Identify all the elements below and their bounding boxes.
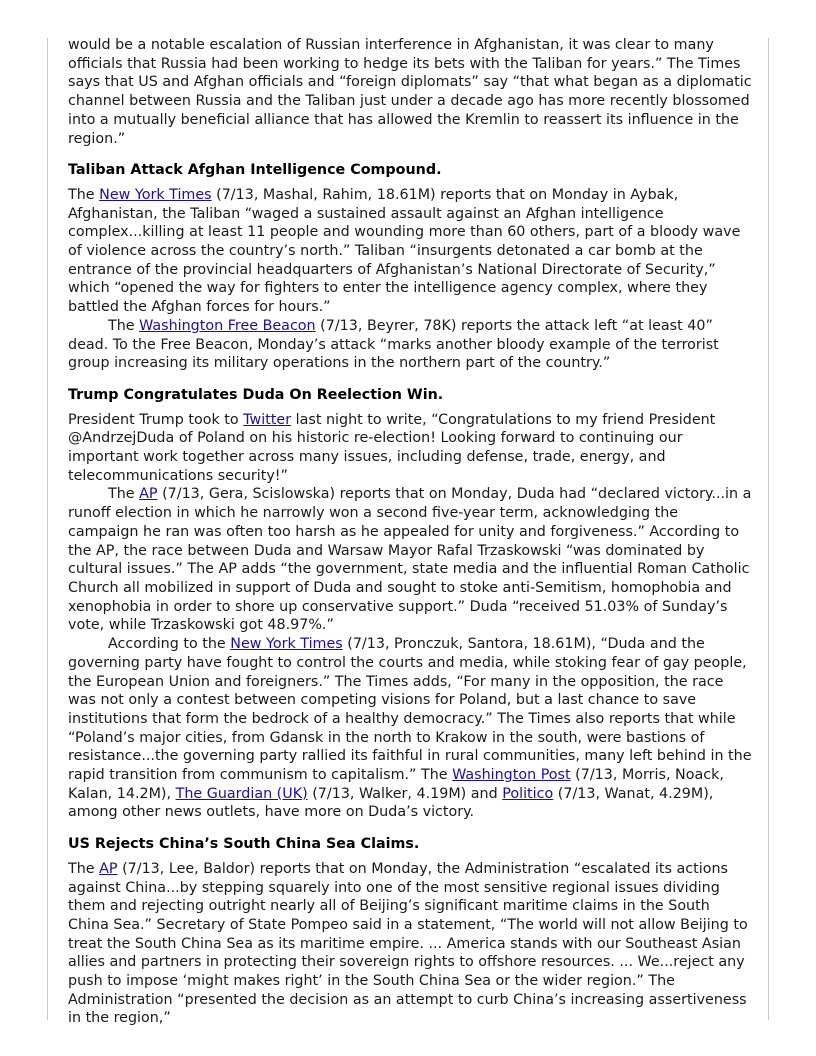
right-margin-rule xyxy=(768,38,769,1020)
text-run: (7/13, Walker, 4.19M) and xyxy=(307,785,503,802)
text-run: (7/13, Gera, Scislowska) reports that on Monday, Duda had “declared victory...in a runoff election in which he narrowly won a second five-year term, acknowledging the campaign he ran was often too harsh as he appealed for unity and forgiveness.” According to the AP, the race between Duda and Warsaw Mayor Rafal Trzaskowski “was dominated by cultural issues.” The AP adds “the government, state media and the influential Roman Catholic Church all mobilized in support of Duda and sought to stoke anti-Semitism, homophobia and xenophobia in order to shore up conservative support.” Duda “received 51.03% of Sunday’s vote, while Trzaskowski got 48.97%.” xyxy=(68,486,752,634)
source-link-nyt[interactable]: New York Times xyxy=(230,636,343,653)
source-link-ap[interactable]: AP xyxy=(99,860,118,877)
article-south-china-sea xyxy=(68,835,752,1028)
article-paragraph xyxy=(68,411,752,486)
text-run: (7/13, Pronczuk, Santora, 18.61M), “Duda and the governing party have fought to control the courts and media, while stoking fear of gay people, the European Union and foreigners.” The Times adds, “For many in the opposition, the race was not only a contest between competing visions for Poland, but a last chance to save institutions that form the bedrock of a healthy democracy.” The Times also reports that while “Poland’s major cities, from Gdansk in the north to Krakow in the south, were bastions of resistance...the governing party rallied its faithful in rural communities, many left behind in the rapid transition from communism to capitalism.” The xyxy=(68,636,752,784)
text-run: (7/13, Beyrer, 78K) reports the attack left “at least 40” dead. To the Free Beacon, Monday’s attack “marks another bloody example of the terrorist group increasing its military operations in the northern part of the country.” xyxy=(68,317,719,372)
source-link-free-beacon[interactable]: Washington Free Beacon xyxy=(139,317,316,334)
text-run: The xyxy=(108,486,140,503)
article-heading: Trump Congratulates Duda On Reelection Win. xyxy=(68,386,444,403)
source-link-nyt[interactable]: New York Times xyxy=(99,186,212,203)
article-paragraph xyxy=(68,317,752,373)
article-paragraph xyxy=(68,485,752,635)
article-paragraph xyxy=(68,860,752,1028)
text-run: (7/13, Lee, Baldor) reports that on Monday, the Administration “escalated its actions against China...by stepping squarely into one of the most sensitive regional issues dividing them and rejecting outright nearly all of Beijing’s significant maritime claims in the South China Sea.” Secretary of State Pompeo said in a statement, “The world will not allow Beijing to treat the South China Sea as its maritime empire. ... America stands with our Southeast Asian allies and partners in protecting their sovereign rights to offshore resources. ... We...reject any push to impose ‘might makes right’ in the South China Sea or the wider region.” The Administration “presented the decision as an attempt to curb China’s increasing assertiveness in the region,” xyxy=(68,860,748,1027)
article-trump-duda xyxy=(68,386,752,822)
text-run: (7/13, Morris, Noack, Kalan, 14.2M), xyxy=(68,767,724,802)
text-run: (7/13, Wanat, 4.29M), among other news outlets, have more on Duda’s victory. xyxy=(68,785,714,821)
text-run: The xyxy=(68,186,100,203)
source-link-twitter[interactable]: Twitter xyxy=(243,411,292,428)
source-link-guardian[interactable]: The Guardian (UK) xyxy=(175,785,308,802)
document-page xyxy=(68,36,752,1028)
text-run: The xyxy=(68,860,100,877)
text-run: President Trump took to xyxy=(68,411,244,428)
article-taliban-attack xyxy=(68,161,752,373)
text-run: last night to write, “Congratulations to my friend President @AndrzejDuda of Poland on his historic re-election! Looking forward to continuing our important work together across many issues, including defense, trade, energy, and telecommunications security!” xyxy=(68,411,716,484)
source-link-washington-post[interactable]: Washington Post xyxy=(452,767,571,784)
text-run: According to the xyxy=(108,636,231,653)
article-paragraph xyxy=(68,635,752,822)
article-heading: US Rejects China’s South China Sea Claims. xyxy=(68,836,420,853)
text-run: (7/13, Mashal, Rahim, 18.61M) reports that on Monday in Aybak, Afghanistan, the Taliban “waged a sustained assault against an Afghan intelligence complex...killing at least 11 people and wounding more than 60 others, part of a bloody wave of violence across the country’s north.” Taliban “insurgents detonated a car bomb at the entrance of the provincial headquarters of Afghanistan’s National Directorate of Security,” which “opened the way for fighters to enter the intelligence agency complex, where they battled the Afghan forces for hours.” xyxy=(68,186,741,316)
source-link-ap[interactable]: AP xyxy=(139,486,158,503)
left-margin-rule xyxy=(47,38,48,1020)
text-run: The xyxy=(108,317,140,334)
article-heading: Taliban Attack Afghan Intelligence Compound. xyxy=(68,162,442,179)
source-link-politico[interactable]: Politico xyxy=(502,785,554,802)
intro-paragraph: would be a notable escalation of Russian interference in Afghanistan, it was clear to many officials that Russia had been working to hedge its bets with the Taliban for years.” The Times says that US and Afghan officials and “foreign diplomats” say “that what began as a diplomatic channel between Russia and the Taliban just under a decade ago has more recently blossomed into a mutually beneficial alliance that has allowed the Kremlin to reassert its influence in the region.” xyxy=(68,37,752,147)
article-paragraph xyxy=(68,186,752,317)
